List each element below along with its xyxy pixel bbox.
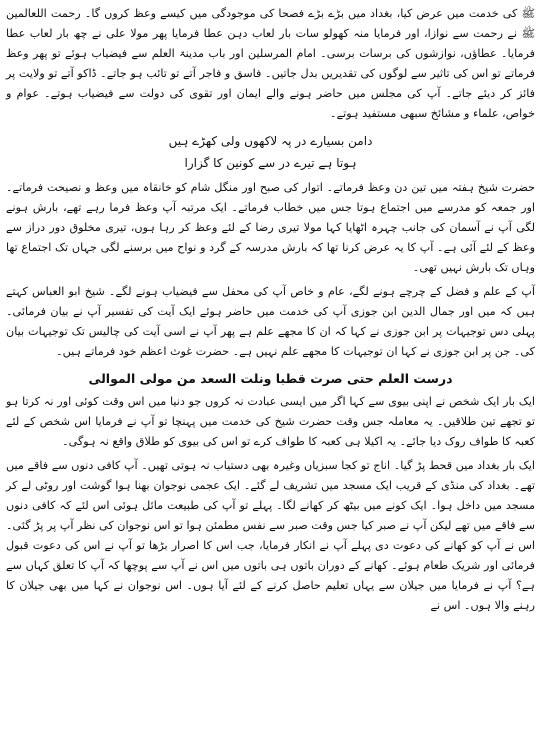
verse-couplet [6, 130, 535, 174]
paragraph-4: ایک بار ایک شخص نے اپنی بیوی سے کہا اگر میں ایسی عبادت نہ کروں جو دنیا میں اس وقت کوئی اور نہ کرتا ہو تو تجھے تین طلاقیں۔ یہ معاملہ جس وقت حضرت شیخ کی خدمت میں پہنچا تو آپ نے فرمایا اس شخص کے لئے کعبہ کا طواف روک دیا جائے۔ یہ اکیلا ہی کعبہ کا طواف کرے تو اس کی بیوی کو طلاق واقع نہ ہوگی۔ [6, 395, 535, 448]
paragraph-3: آپ کے علم و فضل کے چرچے ہونے لگے، عام و خاص آپ کی محفل سے فیضیاب ہونے لگے۔ شیخ ابو العباس کہتے ہیں کہ میں اور جمال الدین ابن جوزی آپ کی خدمت میں حاضر ہوئے ایک آیت کی تفسیر آپ نے بیان فرمائی۔ پہلی دس توجیہات پر ابن جوزی نے کہا کہ ان کا مجھے علم ہے پھر آپ نے اسی آیت کی چالیس تک توجیہات بیان کی۔ جن پر ابن جوزی نے کہا ان توجیہات کا مجھے علم نہیں ہے۔ حضرت غوث اعظم خود فرماتے ہیں۔ [6, 285, 535, 358]
paragraph-2: حضرت شیخ ہفتہ میں تین دن وعظ فرماتے۔ اتوار کی صبح اور منگل شام کو خانقاہ میں وعظ و نصیحت فرماتے۔ اور جمعہ کو مدرسے میں اجتماع ہوتا جس میں خطاب فرماتے۔ ایک مرتبہ آپ وعظ فرما رہے تھے، بارش ہونے لگی آپ نے آسمان کی جانب چہرہ اٹھایا کہا مولا تیری رضا کے لئے وعظ کر رہا ہوں، تیری مخلوق دور دراز سے وعظ کے لئے آئی ہے۔ آپ کا یہ عرض کرنا تھا کہ بارش مدرسہ کے گرد و نواح میں برسنے لگی جہاں تک اجتماع تھا وہاں تک بارش نہیں تھی۔ [6, 181, 535, 274]
verse-line-2: ہوتا ہے تیرے در سے کونین کا گزارا [184, 156, 357, 170]
paragraph-1: ﷺ کی خدمت میں عرض کیا، بغداد میں بڑے بڑے فصحا کی موجودگی میں کیسے وعظ کروں گا۔ رحمت اللعالمین ﷺ نے رحمت سے نوازا، اور فرمایا منہ کھولو سات بار لعاب دہن عطا فرمایا پھر مولا علی نے چھ بار لعاب عطا فرمایا۔ عطاؤں، نوازشوں کی برسات برسی۔ امام المرسلین اور باب مدینۃ العلم سے فیضیاب ہوئے تو پھر وعظ فرماتے تو اس کی تاثیر سے لوگوں کی تقدیریں بدل جاتیں۔ فاسق و فاجر آتے تو تائب ہو جاتے۔ ڈاکو آتے تو ولایت پر فائز کر دیئے جاتے۔ آپ کی مجلس میں حاضر ہونے والے ایمان اور تقوی کی دولت سے فیضیاب ہوتے۔ عوام و خواص، علماء و مشائخ سبھی مستفید ہوتے۔ [6, 7, 535, 120]
paragraph-5: ایک بار بغداد میں قحط پڑ گیا۔ اناج تو کجا سبزیاں وغیرہ بھی دستیاب نہ ہوتی تھیں۔ آپ کافی دنوں سے فاقے میں تھے۔ بغداد کی منڈی کے قریب ایک مسجد میں تشریف لے گئے۔ ایک عجمی نوجوان بھنا ہوا گوشت اور روٹی لے کر مسجد میں داخل ہوا۔ ایک کونے میں بیٹھ کر کھانے لگا۔ پہلے تو آپ کی طبیعت مائل ہوئی اس لئے کہ کافی دنوں سے فاقے میں تھے لیکن آپ نے صبر کیا جس وقت صبر سے نفس مطمئن ہوا تو اس نوجوان کی نظر آپ پر پڑ گئی۔ اس نے آپ کو کھانے کی دعوت دی پہلے آپ نے انکار فرمایا، جب اس کا اصرار بڑھا تو آپ نے اس کی دعوت قبول فرمائی اور شریک طعام ہوئے۔ کھانے کے دوران باتوں ہی باتوں میں اس نے آپ سے پوچھا کہ آپ کا تعلق کہاں سے ہے؟ آپ نے فرمایا میں جیلان سے یہاں تعلیم حاصل کرنے کے لئے آیا ہوں۔ اس نوجوان نے کہا میں بھی جیلان کا رہنے والا ہوں۔ اس نے [6, 459, 535, 612]
verse-line-1: دامن بسیارے در پہ لاکھوں ولی کھڑے ہیں [168, 134, 373, 148]
section-heading: درست العلم حتی صرت قطبا ونلت السعد من مولی الموالی [88, 371, 453, 386]
